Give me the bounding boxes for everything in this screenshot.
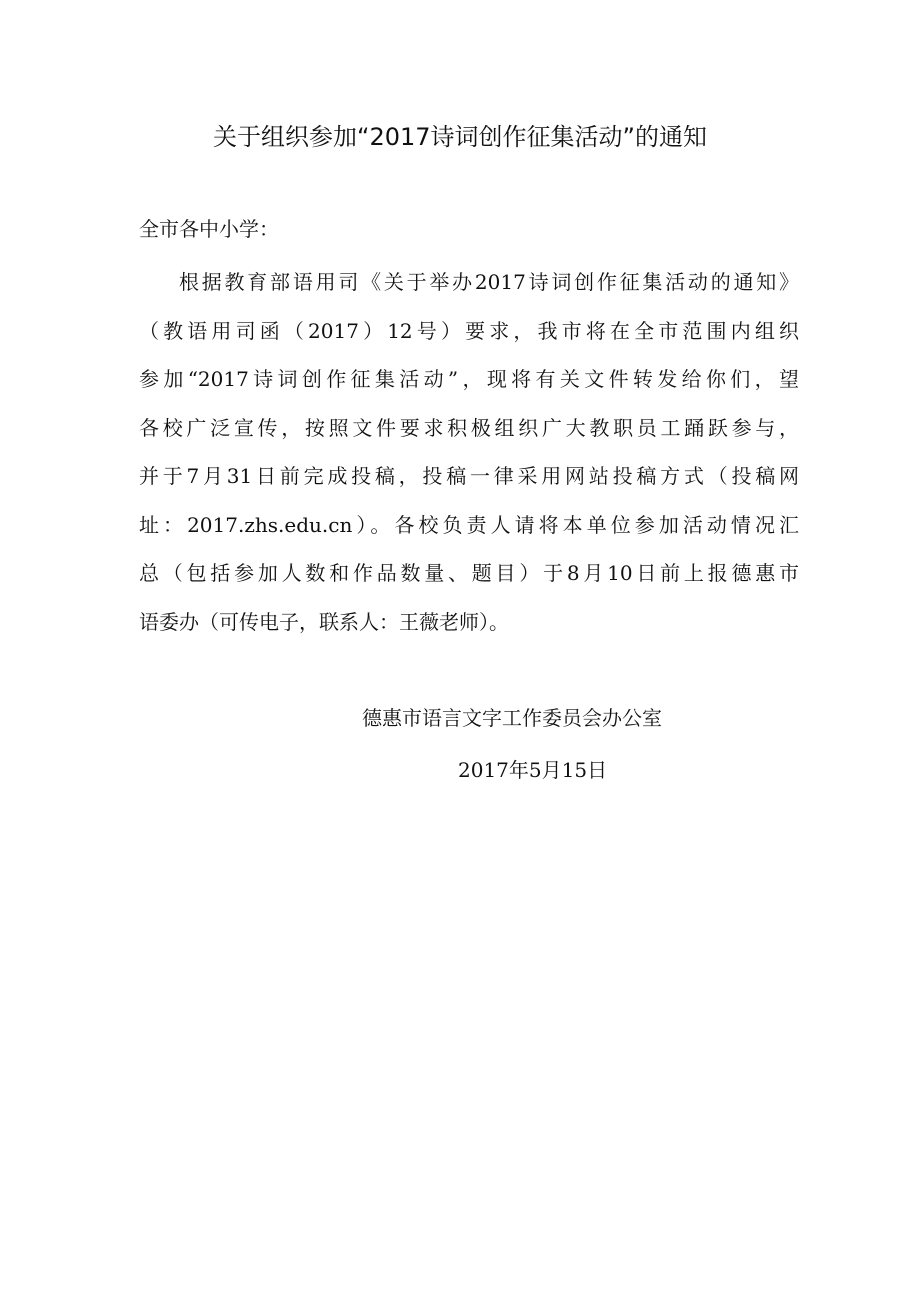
- body-line: 语委办（可传电子，联系人：王薇老师）。: [139, 609, 509, 634]
- body-line: 根据教育部语用司《关于举办2017诗词创作征集活动的通知》: [179, 270, 799, 294]
- notice-body: [139, 258, 799, 646]
- body-line: （教语用司函（2017）12号）要求，我市将在全市范围内组织: [139, 318, 799, 343]
- body-line: 址：2017.zhs.edu.cn）。各校负责人请将本单位参加活动情况汇: [139, 512, 799, 537]
- issuer-signature: 德惠市语言文字工作委员会办公室: [362, 706, 662, 730]
- issue-date: 2017年5月15日: [458, 758, 608, 782]
- body-line: 参加“2017诗词创作征集活动”，现将有关文件转发给你们，望: [139, 367, 799, 391]
- body-line: 各校广泛宣传，按照文件要求积极组织广大教职员工踊跃参与，: [139, 415, 799, 440]
- document-title: 关于组织参加“2017诗词创作征集活动”的通知: [213, 123, 707, 151]
- salutation: 全市各中小学：: [139, 217, 279, 241]
- body-line: 并于7月31日前完成投稿，投稿一律采用网站投稿方式（投稿网: [139, 464, 799, 488]
- body-line: 总（包括参加人数和作品数量、题目）于8月10日前上报德惠市: [139, 561, 799, 585]
